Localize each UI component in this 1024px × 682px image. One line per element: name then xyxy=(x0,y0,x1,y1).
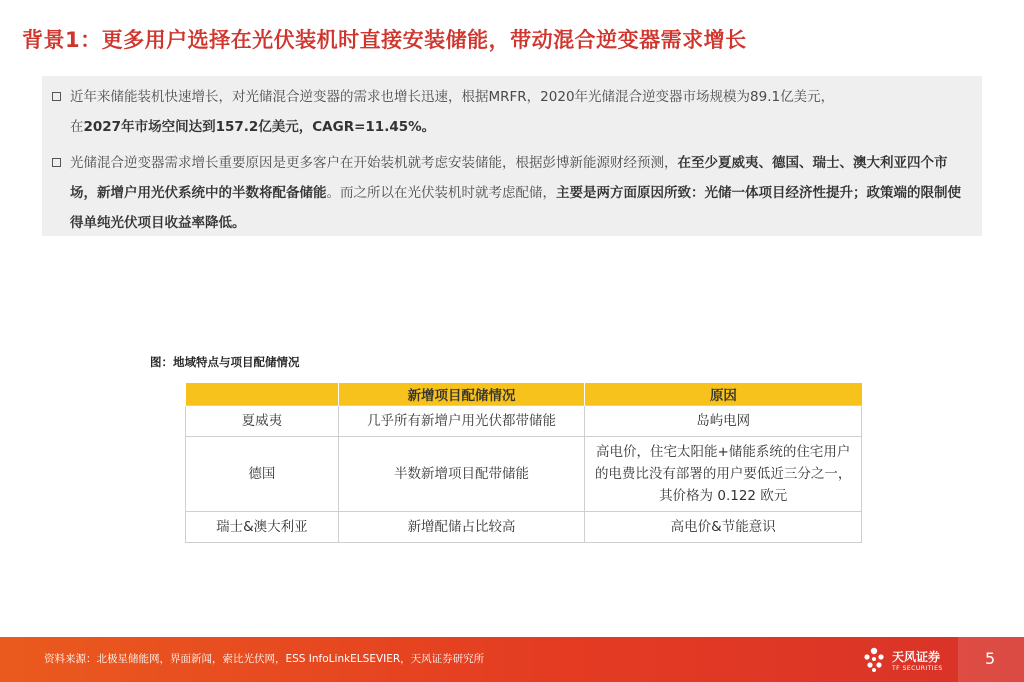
table-header-reason: 原因 xyxy=(585,383,862,406)
bullet-2-bold2: 主要是两方面原因所致：光储一体项目经济性提升；政策端的限制使得单纯光伏项目收益率降低。 xyxy=(70,185,961,231)
table-cell-storage: 几乎所有新增户用光伏都带储能 xyxy=(338,406,585,437)
table-cell-storage: 半数新增项目配带储能 xyxy=(338,437,585,512)
bullet-1-line2-prefix: 在 xyxy=(70,119,84,135)
logo-subtitle: TF SECURITIES xyxy=(892,665,943,672)
bullet-item-1 xyxy=(52,82,972,142)
table-header-storage: 新增项目配储情况 xyxy=(338,383,585,406)
square-bullet-icon xyxy=(52,158,61,167)
table-cell-reason: 高电价，住宅太阳能+储能系统的住宅用户的电费比没有部署的用户要低近三分之一，其价格为 0.122 欧元 xyxy=(585,437,862,512)
table-cell-storage: 新增配储占比较高 xyxy=(338,512,585,543)
table-cell-region: 夏威夷 xyxy=(186,406,339,437)
bullet-2-part2: 。而之所以在光伏装机时就考虑配储， xyxy=(326,185,556,201)
table-row xyxy=(186,406,862,437)
table-cell-reason: 岛屿电网 xyxy=(585,406,862,437)
slide-title: 背景1：更多用户选择在光伏装机时直接安装储能，带动混合逆变器需求增长 xyxy=(22,28,747,52)
page-number: 5 xyxy=(985,649,996,668)
table-row xyxy=(186,512,862,543)
summary-box xyxy=(42,76,982,236)
bullet-2-part1: 光储混合逆变器需求增长重要原因是更多客户在开始装机就考虑安装储能，根据彭博新能源财经预测， xyxy=(70,155,678,171)
bullet-2-bold1: 在至少夏威夷、德国、瑞士、澳大利亚四个市场，新增户用光伏系统中的半数将配备储能 xyxy=(70,155,948,201)
footer-source: 资料来源：北极星储能网，界面新闻，索比光伏网，ESS InfoLinkELSEVIER，天风证券研究所 xyxy=(44,653,485,665)
region-table xyxy=(185,383,862,543)
bullet-1-highlight: 2027年市场空间达到157.2亿美元，CAGR=11.45%。 xyxy=(83,119,436,135)
figure-caption: 图：地域特点与项目配储情况 xyxy=(150,355,300,369)
table-cell-reason: 高电价&节能意识 xyxy=(585,512,862,543)
square-bullet-icon xyxy=(52,92,61,101)
bullet-item-2 xyxy=(52,148,972,238)
table-row xyxy=(186,437,862,512)
table-header-region xyxy=(186,383,339,406)
logo-name: 天风证券 xyxy=(892,650,941,664)
bullet-1-line1: 近年来储能装机快速增长，对光储混合逆变器的需求也增长迅速，根据MRFR，2020年光储混合逆变器市场规模为89.1亿美元， xyxy=(70,89,835,105)
table-cell-region: 瑞士&澳大利亚 xyxy=(186,512,339,543)
table-cell-region: 德国 xyxy=(186,437,339,512)
table-header-row xyxy=(186,383,862,406)
